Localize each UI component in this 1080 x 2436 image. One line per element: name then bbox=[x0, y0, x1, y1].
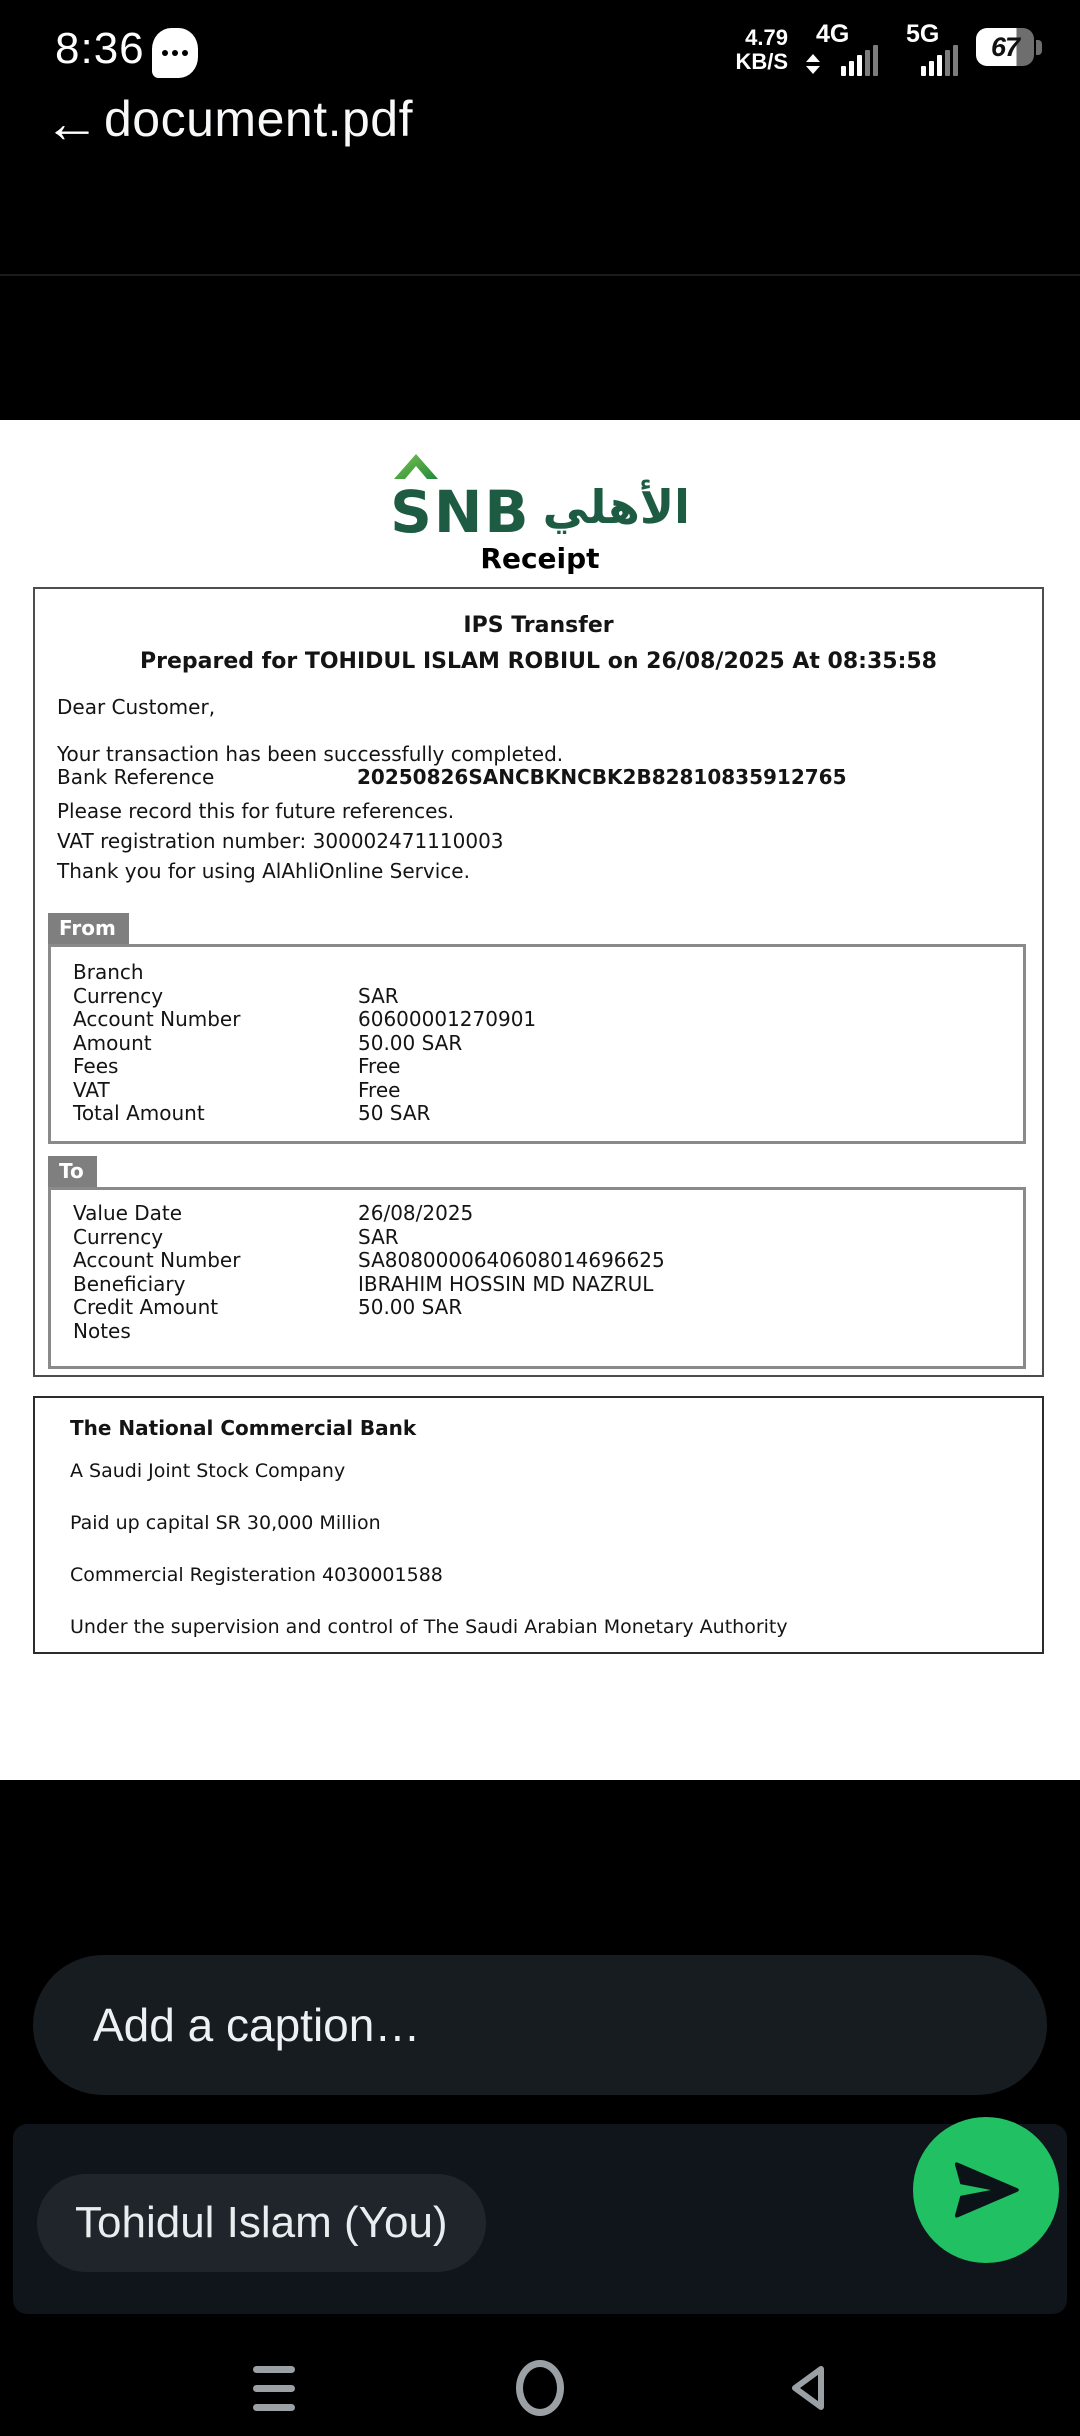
snb-caret-icon bbox=[392, 452, 440, 480]
field-value: 50 SAR bbox=[358, 1101, 431, 1125]
from-section-tab: From bbox=[48, 913, 129, 944]
bank-footer-line: Commercial Registeration 4030001588 bbox=[70, 1564, 443, 1586]
snb-logo-text: SNB bbox=[390, 478, 531, 546]
field-label: Total Amount bbox=[73, 1101, 205, 1125]
field-row bbox=[51, 1272, 1023, 1296]
app-bar-divider bbox=[0, 274, 1080, 276]
signal-bars-icon bbox=[841, 45, 878, 76]
snb-logo bbox=[0, 454, 1080, 546]
field-label: Account Number bbox=[73, 1007, 241, 1031]
field-label: Notes bbox=[73, 1318, 131, 1343]
field-label: Account Number bbox=[73, 1248, 241, 1272]
field-row bbox=[51, 960, 1023, 984]
signal-bars-icon bbox=[921, 45, 958, 76]
to-section-box bbox=[48, 1187, 1026, 1369]
send-button[interactable] bbox=[913, 2117, 1059, 2263]
bank-footer-box bbox=[33, 1396, 1044, 1654]
field-label: Currency bbox=[73, 983, 164, 1008]
field-label: VAT bbox=[73, 1077, 110, 1102]
field-value: IBRAHIM HOSSIN MD NAZRUL bbox=[358, 1271, 654, 1296]
field-value: 26/08/2025 bbox=[358, 1201, 474, 1225]
back-nav-button[interactable] bbox=[788, 2362, 832, 2414]
field-value: Free bbox=[358, 1054, 401, 1078]
field-label: Value Date bbox=[73, 1201, 183, 1225]
to-section-tab: To bbox=[48, 1156, 97, 1187]
field-value: 50.00 SAR bbox=[358, 1295, 463, 1319]
app-bar bbox=[0, 86, 1080, 186]
field-row bbox=[51, 1248, 1023, 1272]
field-row bbox=[51, 1031, 1023, 1055]
network-activity-icon bbox=[806, 54, 820, 74]
caption-input[interactable] bbox=[91, 1997, 971, 2053]
recipient-chip-label: Tohidul Islam (You) bbox=[75, 2198, 448, 2247]
field-row bbox=[51, 1054, 1023, 1078]
field-value: Free bbox=[358, 1077, 401, 1102]
field-row bbox=[51, 1319, 1023, 1343]
field-row bbox=[51, 1078, 1023, 1102]
recents-button[interactable] bbox=[253, 2366, 295, 2411]
success-line: Your transaction has been successfully completed. bbox=[57, 742, 564, 766]
receipt-main-box bbox=[33, 587, 1044, 1377]
signal-sim2 bbox=[896, 20, 958, 80]
network-speed-unit: KB/S bbox=[735, 49, 788, 74]
field-row bbox=[51, 1225, 1023, 1249]
page-title: document.pdf bbox=[104, 91, 413, 147]
sim2-network-type: 5G bbox=[906, 20, 940, 48]
bank-name: The National Commercial Bank bbox=[70, 1416, 417, 1440]
field-label: Amount bbox=[73, 1030, 152, 1055]
field-row bbox=[51, 1007, 1023, 1031]
clock: 8:36 bbox=[55, 24, 145, 73]
vat-line: VAT registration number: 300002471110003 bbox=[57, 829, 504, 853]
receipt-title: Receipt bbox=[480, 542, 600, 575]
recipient-bar bbox=[13, 2124, 1067, 2314]
from-section-box bbox=[48, 944, 1026, 1144]
signal-sim1 bbox=[806, 20, 878, 80]
sim1-network-type: 4G bbox=[816, 20, 850, 48]
bank-reference-value: 20250826SANCBKNCBK2B82810835912765 bbox=[357, 765, 847, 789]
bank-footer-line: Paid up capital SR 30,000 Million bbox=[70, 1512, 381, 1534]
field-value: 60600001270901 bbox=[358, 1007, 537, 1031]
field-row bbox=[51, 984, 1023, 1008]
network-speed-value: 4.79 bbox=[745, 25, 788, 50]
bank-reference-label: Bank Reference bbox=[57, 765, 215, 789]
field-value: SA8080000640608014696625 bbox=[358, 1248, 665, 1272]
record-line: Please record this for future references. bbox=[57, 799, 455, 823]
greeting: Dear Customer, bbox=[57, 695, 216, 719]
field-row bbox=[51, 1201, 1023, 1225]
transfer-type: IPS Transfer bbox=[463, 613, 614, 638]
status-bar bbox=[0, 18, 1080, 84]
field-value: SAR bbox=[358, 1224, 399, 1249]
field-label: Beneficiary bbox=[73, 1271, 186, 1296]
thanks-line: Thank you for using AlAhliOnline Service. bbox=[57, 859, 470, 883]
chat-bubble-icon bbox=[152, 28, 198, 78]
send-icon bbox=[947, 2151, 1025, 2229]
field-row bbox=[51, 1101, 1023, 1125]
battery-icon bbox=[976, 28, 1042, 66]
battery-percent: 67 bbox=[990, 31, 1020, 62]
home-button[interactable] bbox=[516, 2360, 564, 2416]
field-value: SAR bbox=[358, 983, 399, 1008]
caption-field[interactable] bbox=[33, 1955, 1047, 2095]
field-label: Currency bbox=[73, 1224, 164, 1249]
bank-footer-line: A Saudi Joint Stock Company bbox=[70, 1460, 346, 1482]
android-navbar bbox=[0, 2312, 1080, 2436]
field-label: Branch bbox=[73, 960, 144, 984]
network-speed-indicator bbox=[735, 26, 788, 74]
back-icon[interactable]: ← bbox=[44, 91, 100, 154]
field-row bbox=[51, 1295, 1023, 1319]
field-label: Credit Amount bbox=[73, 1295, 219, 1319]
field-value: 50.00 SAR bbox=[358, 1030, 463, 1055]
recipient-chip[interactable] bbox=[37, 2174, 486, 2272]
bank-reference-row bbox=[57, 765, 1017, 789]
snb-logo-arabic: الأهلي bbox=[542, 480, 690, 534]
prepared-line: Prepared for TOHIDUL ISLAM ROBIUL on 26/08/2025 At 08:35:58 bbox=[139, 649, 937, 674]
bank-footer-line: Under the supervision and control of The Saudi Arabian Monetary Authority bbox=[70, 1616, 788, 1638]
field-label: Fees bbox=[73, 1054, 119, 1078]
pdf-page bbox=[0, 420, 1080, 1780]
